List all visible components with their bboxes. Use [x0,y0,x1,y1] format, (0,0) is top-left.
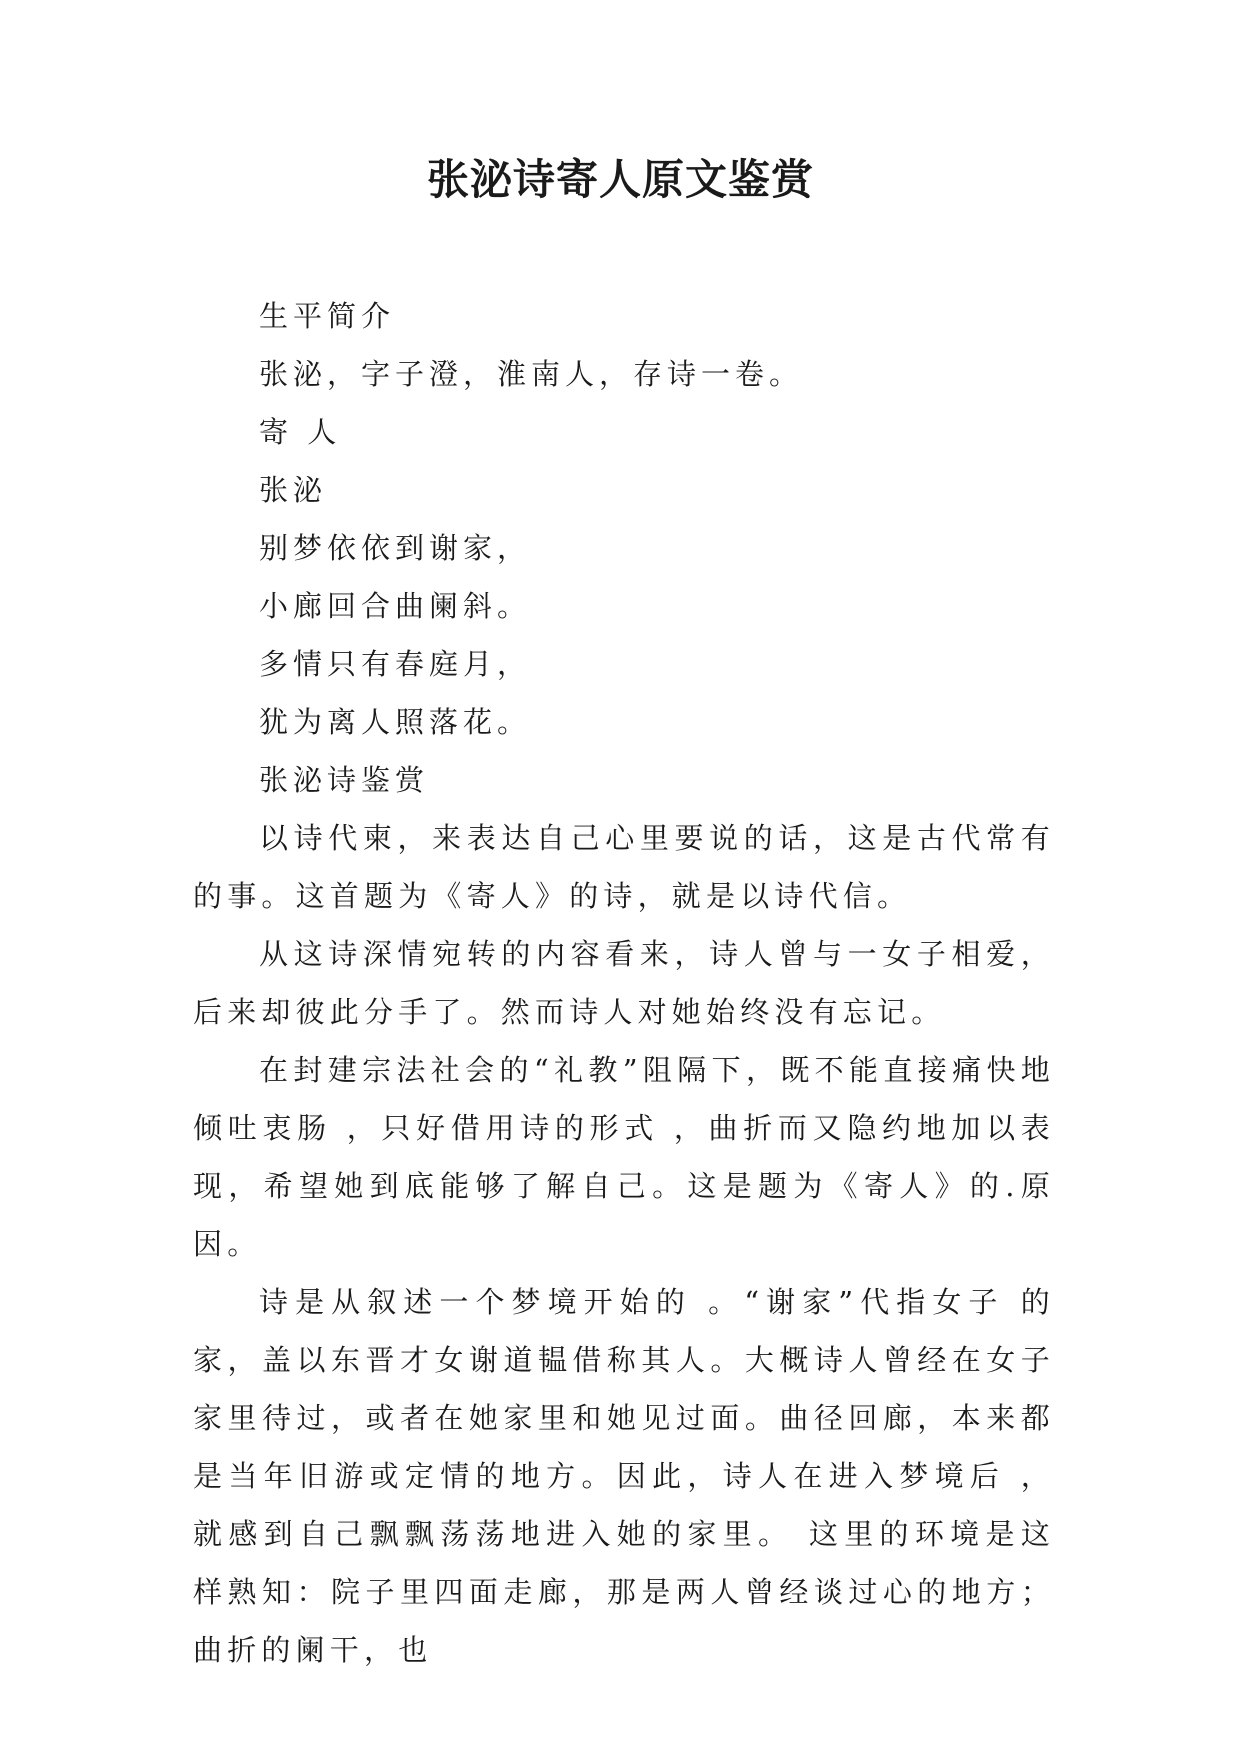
page-title: 张泌诗寄人原文鉴赏 [426,155,814,204]
poem-line-3: 多情只有春庭月， [259,647,532,681]
poem-author: 张泌 [259,473,328,507]
poem-line-4: 犹为离人照落花。 [259,705,532,739]
appreciation-paragraph-4: 诗是从叙述一个梦境开始的 。“谢家”代指女子 的家，盖以东晋才女谢道韫借称其人。大概诗人曾经在女子家里待过，或者在她家里和她见过面。曲径回廊，本来都是当年旧游或定情的地方。因此，诗人在进入梦境后 ，就感到自己飘飘荡荡地进入她的家里。 这里的环境是这样熟知：院子里四面走廊，那是两人曾经谈过心的地方；曲折的阑干，也 [193,1285,1055,1667]
biography-text: 张泌，字子澄，淮南人，存诗一卷。 [259,357,804,391]
appreciation-paragraph-2: 从这诗深情宛转的内容看来，诗人曾与一女子相爱，后来却彼此分手了。然而诗人对她始终没有忘记。 [193,937,1055,1029]
section-heading-appreciation: 张泌诗鉴赏 [259,763,430,797]
poem-line-2: 小廊回合曲阑斜。 [259,589,532,623]
poem-title: 寄 人 [259,415,342,449]
poem-line-1: 别梦依依到谢家， [259,531,532,565]
appreciation-paragraph-3: 在封建宗法社会的“礼教”阻隔下，既不能直接痛快地倾吐衷肠 ，只好借用诗的形式 ，曲折而又隐约地加以表现，希望她到底能够了解自己。这是题为《寄人》的.原因。 [193,1053,1055,1261]
section-heading-biography: 生平简介 [259,299,396,333]
document-body [193,287,1055,1679]
appreciation-paragraph-1: 以诗代柬，来表达自己心里要说的话，这是古代常有的事。这首题为《寄人》的诗，就是以诗代信。 [193,821,1055,913]
